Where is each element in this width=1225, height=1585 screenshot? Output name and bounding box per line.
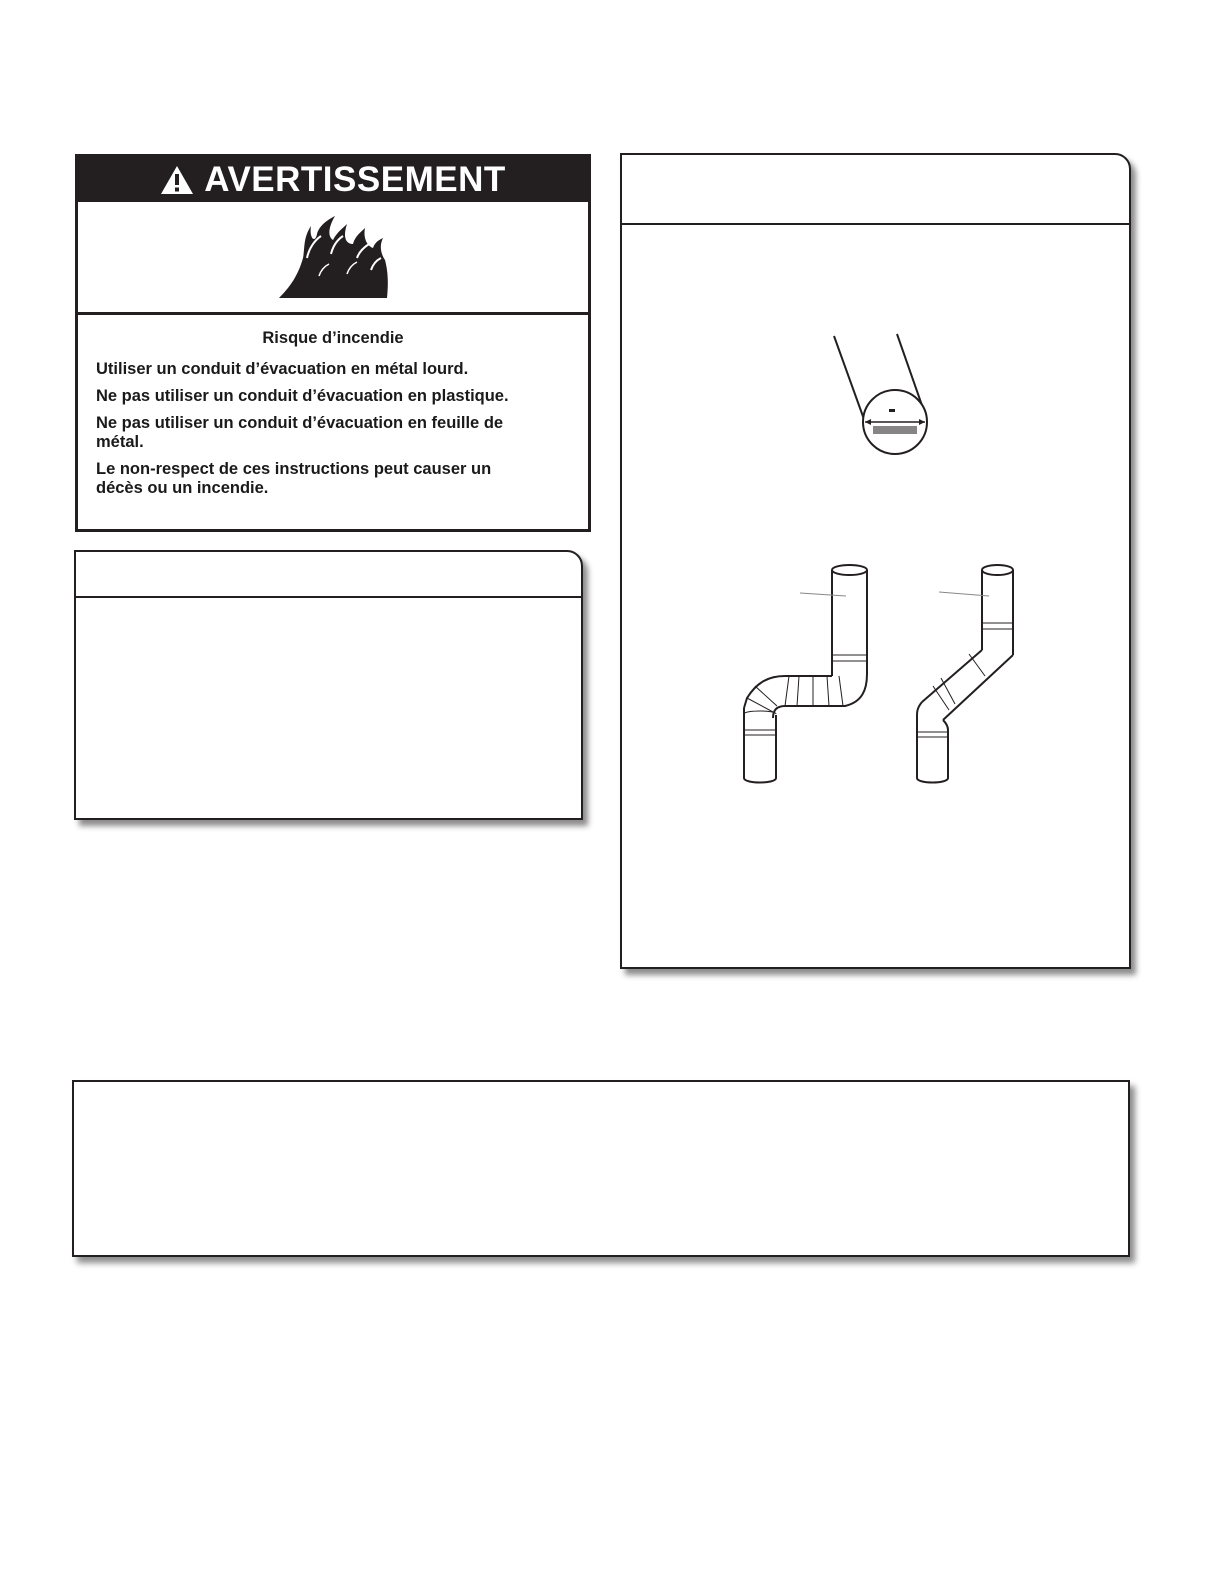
duct-cross-section-icon	[827, 330, 937, 460]
warning-header	[78, 157, 588, 202]
duct-elbows-icon	[717, 560, 1037, 790]
warning-line: Ne pas utiliser un conduit d’évacuation en feuille de métal.	[96, 414, 504, 451]
info-panel-left-header	[76, 552, 581, 598]
info-panel-right	[620, 153, 1131, 969]
warning-title: Risque d’incendie	[262, 329, 404, 347]
warning-box	[75, 154, 591, 532]
warning-line: Utiliser un conduit d’évacuation en métal lourd.	[96, 360, 469, 378]
fire-pictogram	[78, 202, 588, 315]
warning-line: Ne pas utiliser un conduit d’évacuation en plastique.	[96, 387, 509, 405]
info-panel-bottom	[72, 1080, 1130, 1257]
warning-line: Le non-respect de ces instructions peut causer un décès ou un incendie.	[96, 460, 492, 497]
fire-icon	[273, 214, 393, 300]
info-panel-right-header	[622, 155, 1129, 225]
warning-body	[78, 315, 588, 498]
info-panel-left	[74, 550, 583, 820]
warning-triangle-icon	[160, 165, 194, 195]
warning-header-label: AVERTISSEMENT	[204, 159, 506, 199]
